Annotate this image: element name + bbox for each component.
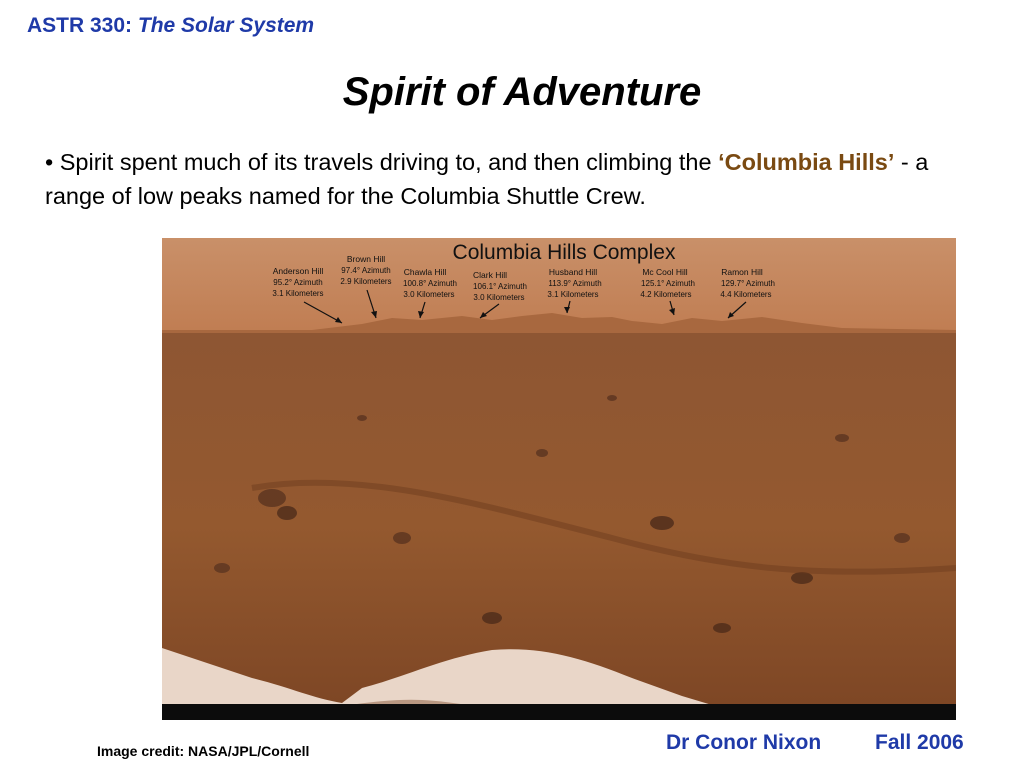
hill-distance: 3.0 Kilometers xyxy=(403,290,455,299)
bullet-point xyxy=(45,145,975,213)
hill-name: Anderson Hill xyxy=(272,266,324,276)
hill-name: Ramon Hill xyxy=(721,267,763,277)
panorama-image xyxy=(162,238,956,720)
hill-name: Clark Hill xyxy=(473,270,507,280)
bullet-text-suffix: - a range of low peaks named for the Columbia Shuttle Crew. xyxy=(45,149,929,209)
footer-author: Dr Conor Nixon xyxy=(666,731,822,754)
hill-azimuth: 97.4° Azimuth xyxy=(341,266,391,275)
slide-title: Spirit of Adventure xyxy=(342,70,702,114)
image-credit: Image credit: NASA/JPL/Cornell xyxy=(97,743,310,759)
course-header xyxy=(27,14,314,38)
course-code: ASTR 330: xyxy=(27,14,133,37)
hill-distance: 3.0 Kilometers xyxy=(473,293,525,302)
hill-azimuth: 106.1° Azimuth xyxy=(473,282,527,291)
hill-azimuth: 100.8° Azimuth xyxy=(403,279,457,288)
hill-distance: 4.2 Kilometers xyxy=(640,290,692,299)
hill-name: Chawla Hill xyxy=(403,267,447,277)
columbia-hills-panorama xyxy=(162,238,956,720)
hill-name: Mc Cool Hill xyxy=(642,267,688,277)
hill-name: Brown Hill xyxy=(346,254,386,264)
panorama-title: Columbia Hills Complex xyxy=(452,241,676,264)
hill-azimuth: 125.1° Azimuth xyxy=(641,279,695,288)
lander-edge xyxy=(162,704,956,720)
hill-distance: 3.1 Kilometers xyxy=(547,290,599,299)
bullet-text-prefix: • Spirit spent much of its travels driving to, and then climbing the xyxy=(45,149,712,175)
hill-azimuth: 113.9° Azimuth xyxy=(548,279,602,288)
hill-azimuth: 95.2° Azimuth xyxy=(273,278,323,287)
columbia-hills-highlight: ‘Columbia Hills’ xyxy=(718,149,895,175)
hill-distance: 2.9 Kilometers xyxy=(340,277,392,286)
footer-term: Fall 2006 xyxy=(875,731,964,754)
hill-distance: 4.4 Kilometers xyxy=(720,290,772,299)
course-title: The Solar System xyxy=(137,14,315,37)
hill-name: Husband Hill xyxy=(548,267,598,277)
hill-azimuth: 129.7° Azimuth xyxy=(721,279,775,288)
hill-distance: 3.1 Kilometers xyxy=(272,289,324,298)
